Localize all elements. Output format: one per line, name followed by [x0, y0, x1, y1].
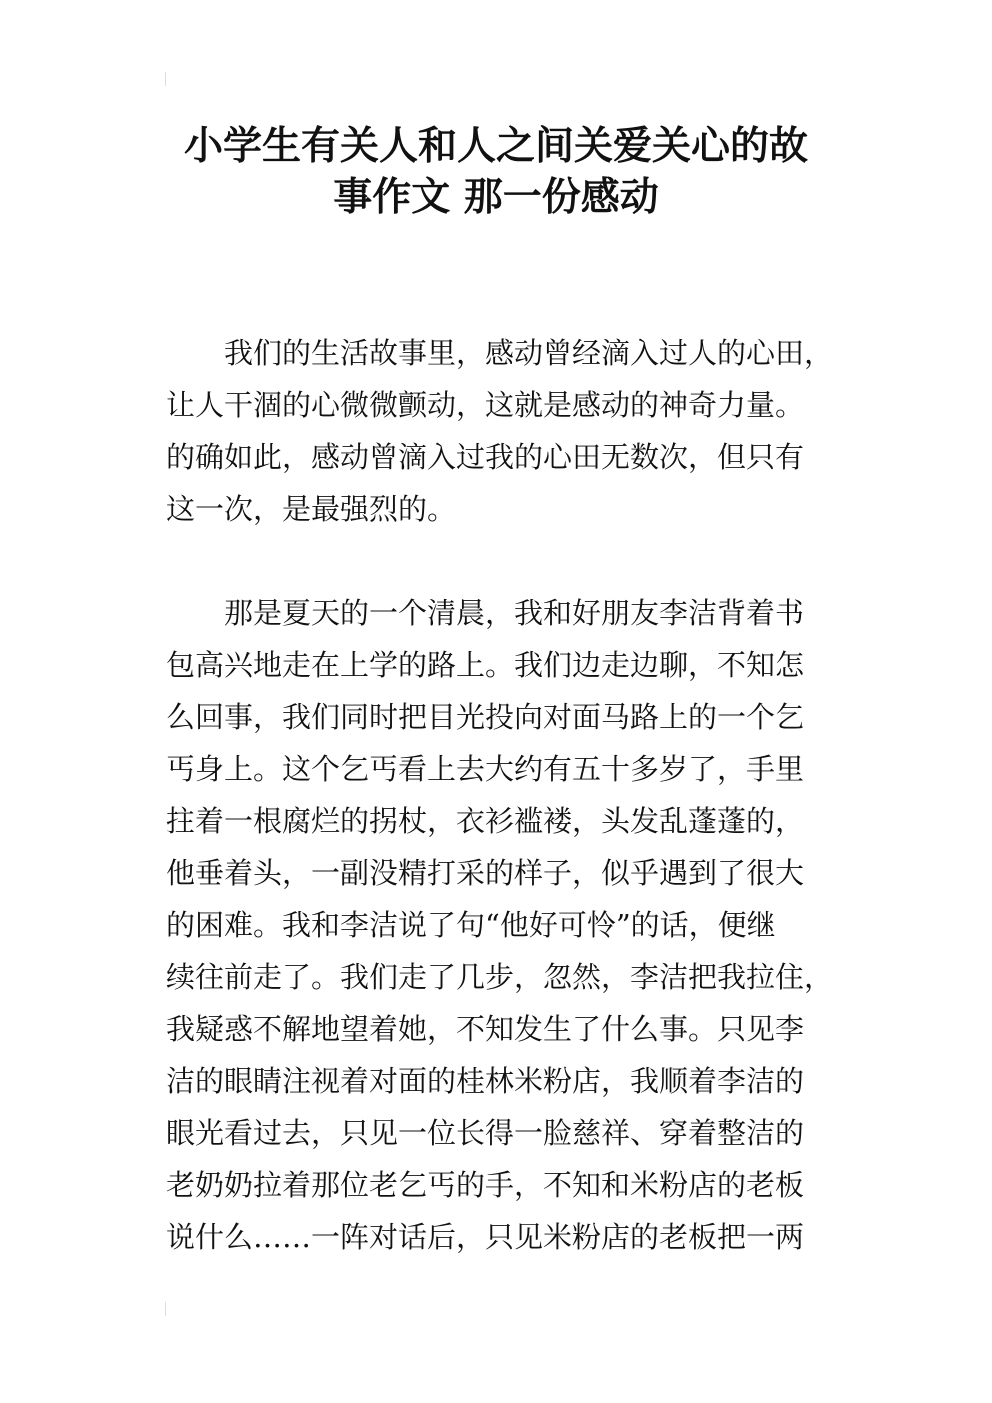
paragraph-2-line: 包高兴地走在上学的路上。我们边走边聊，不知怎 [166, 648, 805, 682]
page-margin-mark [165, 72, 166, 86]
paragraph-2-line: 我疑惑不解地望着她，不知发生了什么事。只见李 [166, 1012, 805, 1046]
paragraph-2-line: 么回事，我们同时把目光投向对面马路上的一个乞 [166, 700, 805, 734]
page-margin-mark [165, 1302, 166, 1316]
paragraph-1-line: 这一次，是最强烈的。 [166, 492, 457, 526]
paragraph-2-line: 那是夏天的一个清晨，我和好朋友李洁背着书 [166, 596, 805, 630]
paragraph-1-line: 的确如此，感动曾滴入过我的心田无数次，但只有 [166, 440, 805, 474]
document-title-line-2: 事作文 那一份感动 [333, 175, 659, 220]
document-title-line-1: 小学生有关人和人之间关爱关心的故 [183, 124, 808, 169]
paragraph-2-line: 说什么……一阵对话后，只见米粉店的老板把一两 [166, 1220, 805, 1254]
paragraph-1-line: 让人干涸的心微微颤动，这就是感动的神奇力量。 [166, 388, 805, 422]
paragraph-2-line: 老奶奶拉着那位老乞丐的手，不知和米粉店的老板 [166, 1168, 805, 1202]
paragraph-2-line: 洁的眼睛注视着对面的桂林米粉店，我顺着李洁的 [166, 1064, 805, 1098]
paragraph-1-line: 我们的生活故事里，感动曾经滴入过人的心田， [166, 336, 834, 370]
paragraph-2-line: 拄着一根腐烂的拐杖，衣衫褴褛，头发乱蓬蓬的， [166, 804, 805, 838]
paragraph-2-line: 续往前走了。我们走了几步，忽然，李洁把我拉住， [166, 960, 834, 994]
paragraph-2-line: 丐身上。这个乞丐看上去大约有五十多岁了，手里 [166, 752, 805, 786]
paragraph-2-line: 眼光看过去，只见一位长得一脸慈祥、穿着整洁的 [166, 1116, 805, 1150]
paragraph-2-line: 的困难。我和李洁说了句“他好可怜”的话，便继 [166, 908, 776, 942]
paragraph-2-line: 他垂着头，一副没精打采的样子，似乎遇到了很大 [166, 856, 805, 890]
